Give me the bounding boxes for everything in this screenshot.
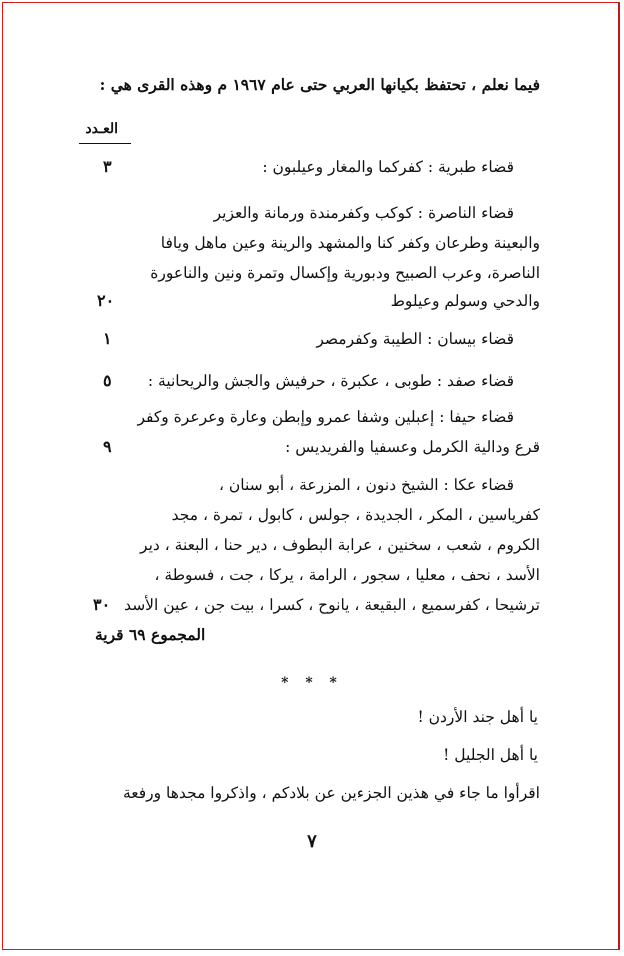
district-haifa-line-1: قضاء حيفا : إعبلين وشفا عمرو وإبطن وعارة وعرعرة وكفر (137, 408, 514, 426)
closing-line-3: اقرأوا ما جاء في هذين الجزءين عن بلادكم ، واذكروا مجدها ورفعة (122, 784, 540, 802)
district-tiberias-count: ٣ (103, 157, 112, 176)
section-separator: * * * (281, 675, 343, 691)
district-nazareth-line-3: الناصرة، وعرب الصبيح ودبورية وإكسال وتمرة ونين والناعورة (150, 264, 540, 282)
district-nazareth-line-2: والبعينة وطرعان وكفر كنا والمشهد والرينة وعين ماهل ويافا (160, 234, 540, 252)
book-page (2, 2, 620, 950)
district-nazareth-line-1: قضاء الناصرة : كوكب وكفرمندة ورمانة والعزير (213, 204, 514, 222)
district-safad-line: قضاء صفد : طوبى ، عكبرة ، حرفيش والجش والريحانية : (147, 372, 514, 390)
district-nazareth-count: ٢٠ (97, 291, 115, 310)
page-number: ٧ (307, 831, 317, 852)
district-haifa-count: ٩ (103, 437, 112, 456)
district-tiberias-line: قضاء طبرية : كفركما والمغار وعيلبون : (262, 158, 514, 176)
district-haifa-line-2: قرع ودالية الكرمل وعسفيا والفريديس : (285, 438, 540, 456)
count-column-header: العـدد (85, 121, 118, 137)
intro-line: فيما نعلم ، تحتفظ بكيانها العربي حتى عام ١٩٦٧ م وهذه القرى هي : (99, 75, 540, 94)
district-acre-line-1: قضاء عكا : الشيخ دنون ، المزرعة ، أبو سنان ، (218, 476, 514, 494)
district-acre-count: ٣٠ (93, 595, 111, 614)
district-beisan-line: قضاء بيسان : الطيبة وكفرمصر (316, 330, 514, 348)
closing-line-2: يا أهل الجليل ! (443, 746, 538, 764)
district-acre-line-5: ترشيحا ، كفرسميع ، البقيعة ، يانوح ، كسرا ، بيت جن ، عين الأسد (124, 596, 540, 614)
header-rule (79, 143, 131, 144)
district-beisan-count: ١ (103, 329, 112, 348)
district-safad-count: ٥ (103, 371, 112, 390)
total-line: المجموع ٦٩ قرية (95, 625, 206, 644)
district-nazareth-line-4: والدحي وسولم وعيلوط (390, 292, 540, 310)
district-acre-line-2: كفرياسين ، المكر ، الجديدة ، جولس ، كابول ، تمرة ، مجد (171, 506, 540, 524)
district-acre-line-3: الكروم ، شعب ، سخنين ، عرابة البطوف ، دير حنا ، البعنة ، دير (140, 536, 540, 554)
closing-line-1: يا أهل جند الأردن ! (417, 708, 538, 726)
district-acre-line-4: الأسد ، نحف ، معليا ، سجور ، الرامة ، يركا ، جت ، فسوطة ، (154, 566, 540, 584)
